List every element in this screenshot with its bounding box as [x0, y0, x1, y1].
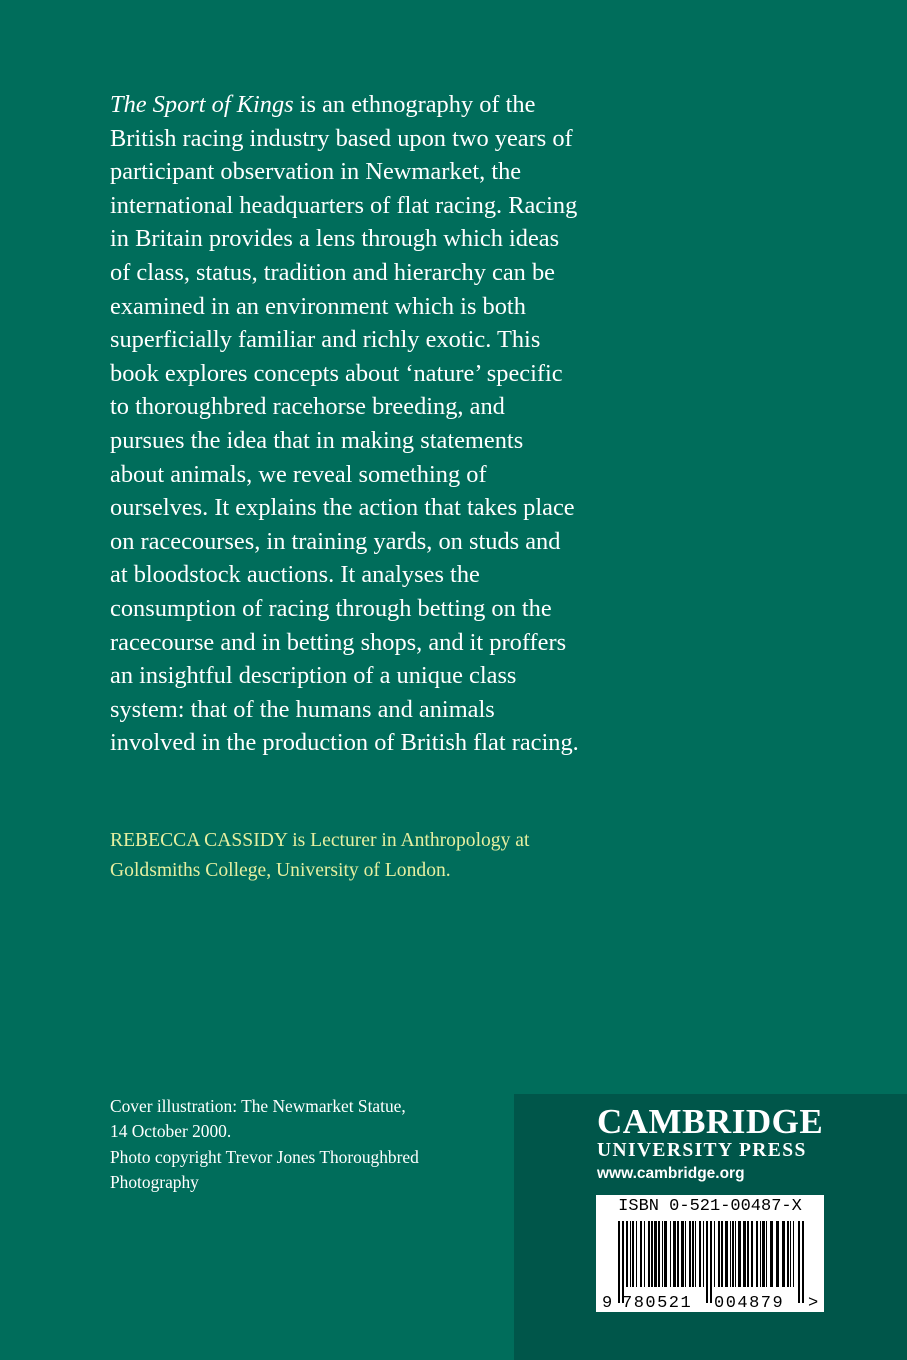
barcode-bar — [747, 1221, 749, 1287]
publisher-panel — [514, 1094, 907, 1360]
barcode-right-digits: 004879 — [714, 1294, 785, 1311]
barcode-bar — [622, 1221, 624, 1303]
barcode-bar — [658, 1221, 660, 1287]
barcode-bar — [793, 1221, 794, 1287]
barcode-bar — [618, 1221, 620, 1303]
barcode-bar — [651, 1221, 653, 1287]
barcode-bar — [790, 1221, 791, 1287]
publisher-url[interactable]: www.cambridge.org — [597, 1165, 745, 1182]
barcode-bar — [751, 1221, 753, 1287]
barcode-bar — [710, 1221, 712, 1303]
barcode-bar — [787, 1221, 789, 1287]
barcode-bar — [756, 1221, 758, 1287]
barcode-bar — [706, 1221, 708, 1303]
barcode-bar — [718, 1221, 720, 1287]
barcode-bar — [648, 1221, 650, 1287]
publisher-name: CAMBRIDGE — [597, 1102, 824, 1141]
barcode-left-digits: 780521 — [622, 1294, 693, 1311]
publisher-subtitle: UNIVERSITY PRESS — [597, 1140, 807, 1161]
barcode-bar — [798, 1221, 800, 1303]
barcode-bar — [760, 1221, 761, 1287]
barcode-bar — [640, 1221, 642, 1287]
credit-line: Photo copyright Trevor Jones Thoroughbred — [110, 1146, 419, 1167]
barcode-bar — [644, 1221, 645, 1287]
book-title: The Sport of Kings — [110, 91, 294, 118]
blurb-text: is an ethnography of the British racing industry based upon two years of participant observation in Newmarket, the international headquarters of flat racing. Racing in Britain provides a lens through which ideas of class, status, tradition and hierarchy can be examined in an environment which is both superficially familiar and richly exotic. This book explores concepts about ‘nature’ specific to thoroughbred racehorse breeding, and pursues the idea that in making statements about animals, we reveal something of ourselves. It explains the action that takes place on racecourses, in training yards, on studs and at bloodstock auctions. It analyses the consumption of racing through betting on the racecourse and in betting shops, and it proffers an insightful description of a unique class system: that of the humans and animals involved in the production of British flat racing. — [110, 91, 579, 757]
barcode-icon — [596, 1219, 824, 1311]
barcode-bar — [714, 1221, 715, 1287]
barcode-bar — [673, 1221, 676, 1287]
barcode-trail: > — [808, 1294, 819, 1311]
barcode-bar — [677, 1221, 679, 1287]
barcode-box — [596, 1195, 824, 1312]
author-bio: REBECCA CASSIDY is Lecturer in Anthropology at Goldsmiths College, University of London. — [110, 830, 530, 881]
credit-line: 14 October 2000. — [110, 1121, 232, 1142]
barcode-bar — [725, 1221, 728, 1287]
barcode-bar — [626, 1221, 628, 1287]
barcode-bar — [630, 1221, 631, 1287]
barcode-bar — [664, 1221, 667, 1287]
barcode-bar — [670, 1221, 671, 1287]
barcode-bar — [776, 1221, 779, 1287]
blurb-paragraph — [110, 88, 580, 760]
barcode-bar — [699, 1221, 701, 1287]
credit-line: Cover illustration: The Newmarket Statue, — [110, 1096, 406, 1116]
barcode-bar — [654, 1221, 657, 1287]
barcode-bar — [732, 1221, 734, 1287]
barcode-bar — [681, 1221, 684, 1287]
barcode-bar — [730, 1221, 731, 1287]
barcode-bar — [632, 1221, 634, 1287]
barcode-bar — [703, 1221, 704, 1287]
barcode-lead-digit: 9 — [602, 1294, 613, 1311]
barcode-bar — [766, 1221, 767, 1287]
barcode-bar — [636, 1221, 637, 1287]
barcode-bar — [685, 1221, 686, 1287]
barcode-bar — [692, 1221, 694, 1287]
barcode-bar — [762, 1221, 765, 1287]
barcode-bar — [662, 1221, 663, 1287]
barcode-bar — [689, 1221, 691, 1287]
barcode-bar — [802, 1221, 804, 1303]
barcode-bar — [738, 1221, 741, 1287]
barcode-bar — [782, 1221, 785, 1287]
credit-line: Photography — [110, 1171, 199, 1192]
barcode-bar — [735, 1221, 736, 1287]
barcode-bar — [721, 1221, 723, 1287]
barcode-bar — [695, 1221, 696, 1287]
barcode-bar — [770, 1221, 773, 1287]
cover-credits — [110, 1094, 490, 1195]
barcode-bar — [743, 1221, 746, 1287]
isbn-label: ISBN 0-521-00487-X — [618, 1197, 802, 1216]
